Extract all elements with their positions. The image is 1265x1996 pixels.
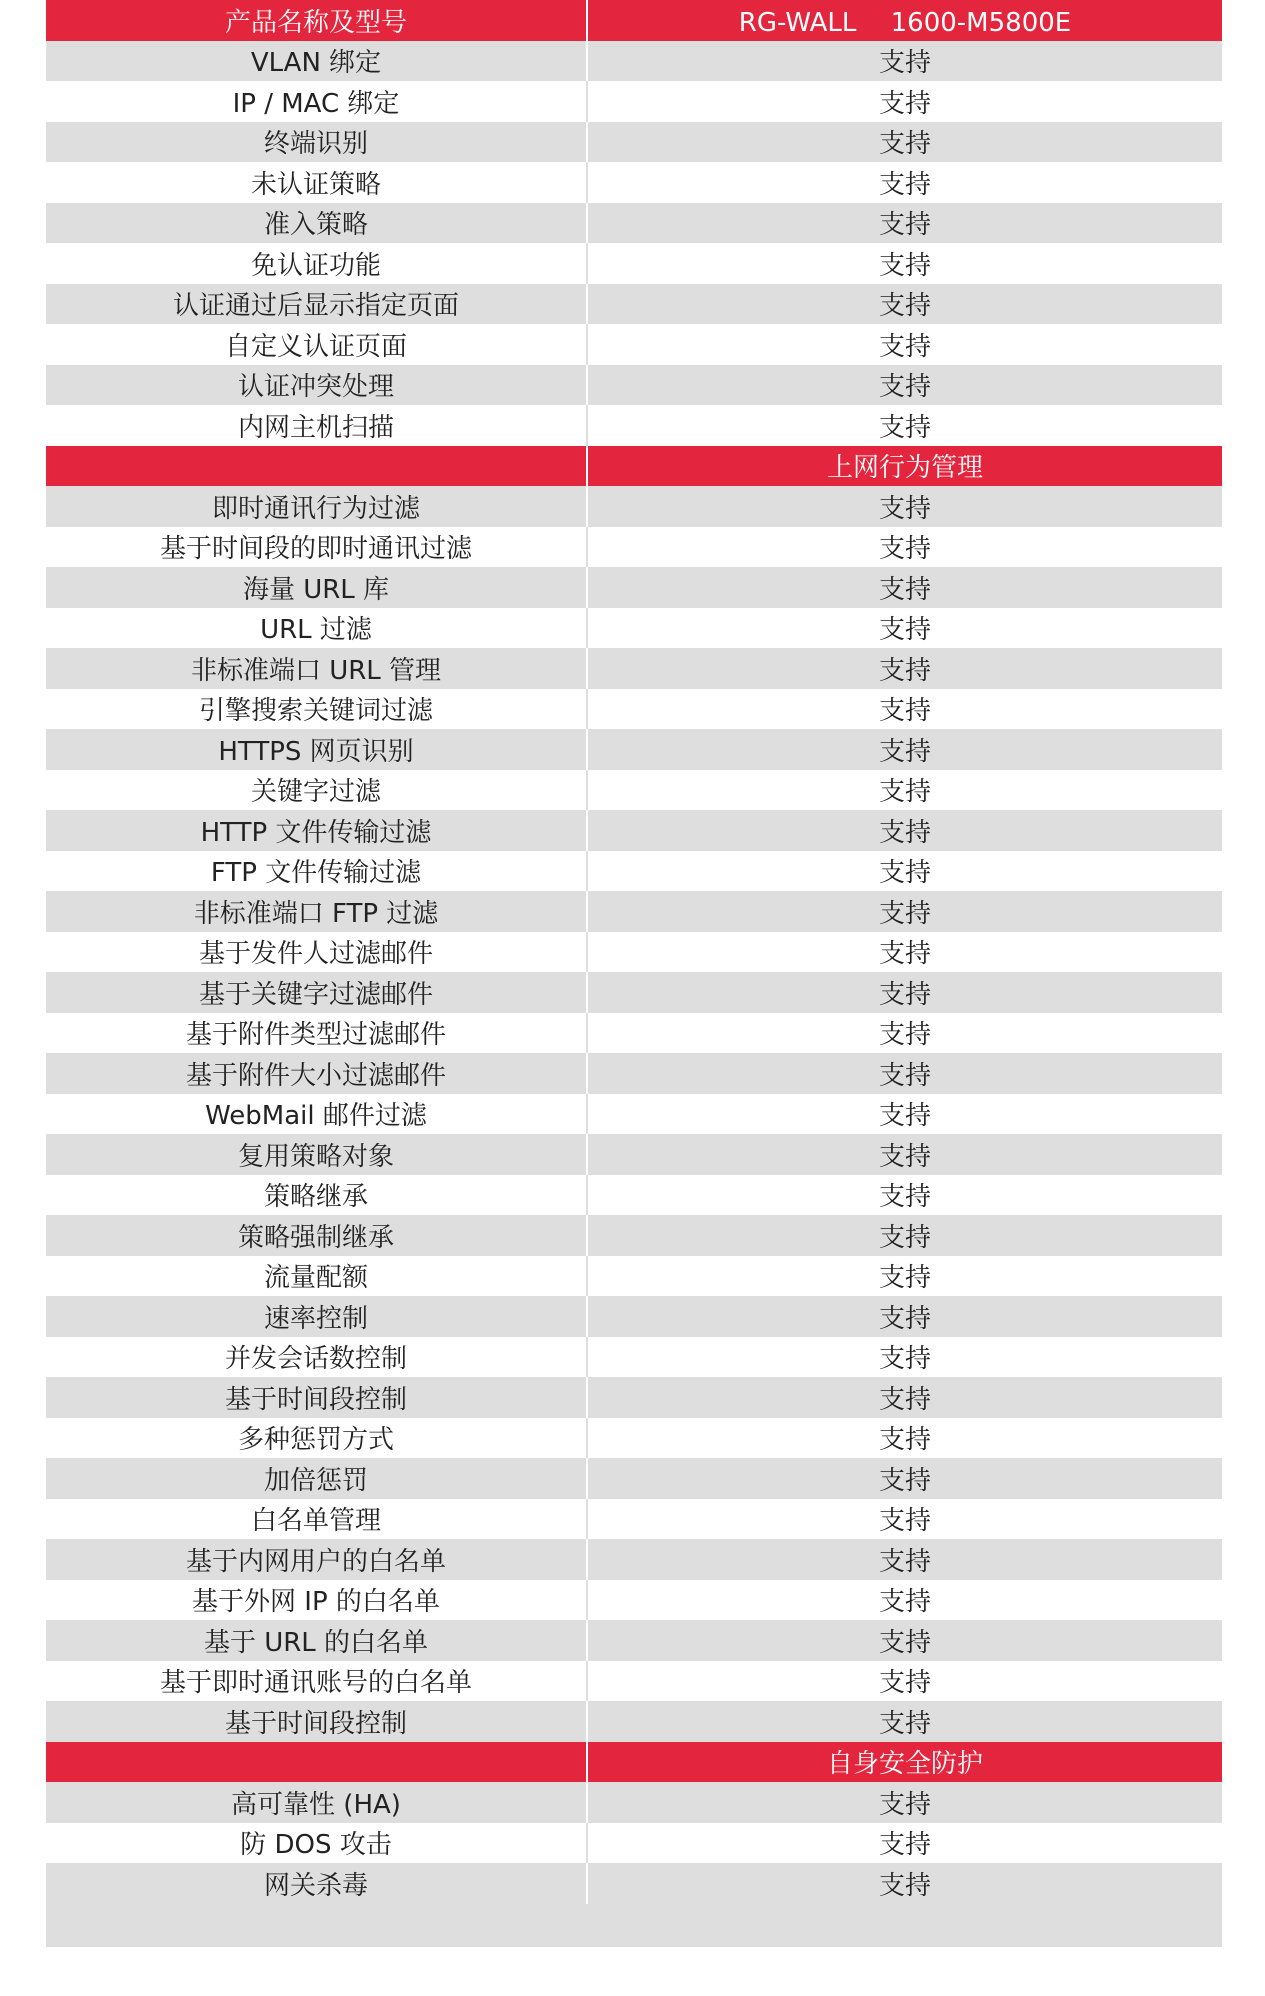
support-status: 支持 bbox=[878, 1101, 931, 1132]
feature-name: 即时通讯行为过滤 bbox=[46, 486, 588, 527]
feature-name: 复用策略对象 bbox=[46, 1134, 588, 1175]
support-status: 支持 bbox=[878, 48, 931, 79]
support-status: 支持 bbox=[878, 939, 931, 970]
feature-name: 防 DOS 攻击 bbox=[46, 1823, 588, 1864]
table-row bbox=[46, 284, 1222, 325]
feature-name: 准入策略 bbox=[46, 203, 588, 244]
table-row bbox=[46, 365, 1222, 406]
table-row bbox=[46, 932, 1222, 973]
feature-name: 基于时间段控制 bbox=[46, 1701, 588, 1742]
table-row bbox=[46, 729, 1222, 770]
feature-name: 基于时间段控制 bbox=[46, 1377, 588, 1418]
table-row bbox=[46, 1418, 1222, 1459]
table-row bbox=[46, 1256, 1222, 1297]
support-status: 支持 bbox=[878, 1141, 931, 1172]
support-status: 支持 bbox=[878, 1344, 931, 1375]
table-row bbox=[46, 851, 1222, 892]
feature-name: 速率控制 bbox=[46, 1296, 588, 1337]
support-status: 支持 bbox=[878, 1425, 931, 1456]
table-row bbox=[46, 1094, 1222, 1135]
support-status: 支持 bbox=[878, 1870, 931, 1901]
feature-name: 免认证功能 bbox=[46, 243, 588, 284]
support-status: 支持 bbox=[878, 1789, 931, 1820]
support-status: 支持 bbox=[878, 1708, 931, 1739]
table-row bbox=[46, 324, 1222, 365]
support-status: 支持 bbox=[878, 1506, 931, 1537]
table-row bbox=[46, 648, 1222, 689]
support-status: 支持 bbox=[878, 291, 931, 322]
support-status: 支持 bbox=[878, 1182, 931, 1213]
support-status: 支持 bbox=[878, 696, 931, 727]
table-row bbox=[46, 1215, 1222, 1256]
table-row bbox=[46, 567, 1222, 608]
feature-name: 基于发件人过滤邮件 bbox=[46, 932, 588, 973]
section-header-blank bbox=[46, 1742, 588, 1783]
table-row bbox=[46, 1134, 1222, 1175]
table-row bbox=[46, 81, 1222, 122]
support-status: 支持 bbox=[878, 898, 931, 929]
support-status: 支持 bbox=[878, 817, 931, 848]
table-row bbox=[46, 1701, 1222, 1742]
support-status: 支持 bbox=[878, 493, 931, 524]
table-row bbox=[46, 122, 1222, 163]
header-product-label: 产品名称及型号 bbox=[46, 0, 588, 41]
feature-name: 基于内网用户的白名单 bbox=[46, 1539, 588, 1580]
support-status: 支持 bbox=[878, 736, 931, 767]
support-status: 支持 bbox=[878, 777, 931, 808]
table-row bbox=[46, 1580, 1222, 1621]
feature-name: 非标准端口 FTP 过滤 bbox=[46, 891, 588, 932]
table-row bbox=[46, 608, 1222, 649]
table-row bbox=[46, 405, 1222, 446]
feature-name: 海量 URL 库 bbox=[46, 567, 588, 608]
support-status: 支持 bbox=[878, 412, 931, 443]
table-row bbox=[46, 1053, 1222, 1094]
support-status: 支持 bbox=[878, 1303, 931, 1334]
section-header-blank bbox=[46, 446, 588, 487]
table-row bbox=[46, 486, 1222, 527]
support-status: 支持 bbox=[878, 858, 931, 889]
support-status: 支持 bbox=[878, 615, 931, 646]
support-status: 支持 bbox=[878, 169, 931, 200]
feature-name: 基于外网 IP 的白名单 bbox=[46, 1580, 588, 1621]
table-body bbox=[46, 41, 1222, 1948]
table-row bbox=[46, 1782, 1222, 1823]
feature-name: 引擎搜索关键词过滤 bbox=[46, 689, 588, 730]
header-model-name: RG-WALL 1600-M5800E bbox=[738, 7, 1072, 38]
feature-name: 策略强制继承 bbox=[46, 1215, 588, 1256]
feature-name: 基于附件大小过滤邮件 bbox=[46, 1053, 588, 1094]
feature-name: 终端识别 bbox=[46, 122, 588, 163]
feature-name: FTP 文件传输过滤 bbox=[46, 851, 588, 892]
feature-name: 内网主机扫描 bbox=[46, 405, 588, 446]
feature-name: 多种惩罚方式 bbox=[46, 1418, 588, 1459]
table-row bbox=[46, 1013, 1222, 1054]
feature-name: WebMail 邮件过滤 bbox=[46, 1094, 588, 1135]
support-status: 支持 bbox=[878, 1546, 931, 1577]
support-status: 支持 bbox=[878, 1222, 931, 1253]
support-status: 支持 bbox=[878, 210, 931, 241]
section-header bbox=[46, 446, 1222, 487]
support-status: 支持 bbox=[878, 979, 931, 1010]
support-status: 支持 bbox=[878, 1668, 931, 1699]
feature-name: 网关杀毒 bbox=[46, 1863, 588, 1904]
feature-name: 白名单管理 bbox=[46, 1499, 588, 1540]
table-row bbox=[46, 41, 1222, 82]
table-row bbox=[46, 1499, 1222, 1540]
table-row bbox=[46, 1620, 1222, 1661]
feature-name: 认证通过后显示指定页面 bbox=[46, 284, 588, 325]
support-status: 支持 bbox=[878, 1263, 931, 1294]
table-row bbox=[46, 1175, 1222, 1216]
support-status: 支持 bbox=[878, 1020, 931, 1051]
table-row bbox=[46, 527, 1222, 568]
table-row bbox=[46, 770, 1222, 811]
table-row bbox=[46, 162, 1222, 203]
feature-name: 未认证策略 bbox=[46, 162, 588, 203]
table-row bbox=[46, 1823, 1222, 1864]
support-status: 支持 bbox=[878, 331, 931, 362]
section-header bbox=[46, 1742, 1222, 1783]
section-title: 上网行为管理 bbox=[826, 453, 983, 484]
support-status: 支持 bbox=[878, 574, 931, 605]
support-status: 支持 bbox=[878, 1587, 931, 1618]
feature-name: 关键字过滤 bbox=[46, 770, 588, 811]
table-row bbox=[46, 1296, 1222, 1337]
table-row bbox=[46, 1863, 1222, 1947]
support-status: 支持 bbox=[878, 534, 931, 565]
table-row bbox=[46, 243, 1222, 284]
feature-name: IP / MAC 绑定 bbox=[46, 81, 588, 122]
feature-name: 认证冲突处理 bbox=[46, 365, 588, 406]
table-row bbox=[46, 1377, 1222, 1418]
support-status: 支持 bbox=[878, 250, 931, 281]
feature-name: 基于关键字过滤邮件 bbox=[46, 972, 588, 1013]
support-status: 支持 bbox=[878, 372, 931, 403]
support-status: 支持 bbox=[878, 1384, 931, 1415]
support-status: 支持 bbox=[878, 1627, 931, 1658]
table-row bbox=[46, 1337, 1222, 1378]
feature-name: HTTPS 网页识别 bbox=[46, 729, 588, 770]
support-status: 支持 bbox=[878, 655, 931, 686]
support-status: 支持 bbox=[878, 88, 931, 119]
feature-name: 基于附件类型过滤邮件 bbox=[46, 1013, 588, 1054]
table-row bbox=[46, 1458, 1222, 1499]
table-row bbox=[46, 689, 1222, 730]
feature-name: 非标准端口 URL 管理 bbox=[46, 648, 588, 689]
section-title: 自身安全防护 bbox=[826, 1749, 983, 1780]
table-header bbox=[46, 0, 1222, 41]
support-status: 支持 bbox=[878, 1060, 931, 1091]
feature-name: 基于时间段的即时通讯过滤 bbox=[46, 527, 588, 568]
feature-name: 基于 URL 的白名单 bbox=[46, 1620, 588, 1661]
feature-name: 高可靠性 (HA) bbox=[46, 1782, 588, 1823]
table-row bbox=[46, 1661, 1222, 1702]
feature-name: 加倍惩罚 bbox=[46, 1458, 588, 1499]
table-row bbox=[46, 1539, 1222, 1580]
support-status: 支持 bbox=[878, 129, 931, 160]
feature-name: HTTP 文件传输过滤 bbox=[46, 810, 588, 851]
table-row bbox=[46, 972, 1222, 1013]
table-row bbox=[46, 810, 1222, 851]
feature-table bbox=[46, 0, 1222, 1947]
feature-name: URL 过滤 bbox=[46, 608, 588, 649]
feature-name: 流量配额 bbox=[46, 1256, 588, 1297]
feature-name: 并发会话数控制 bbox=[46, 1337, 588, 1378]
support-status: 支持 bbox=[878, 1830, 931, 1861]
feature-name: 自定义认证页面 bbox=[46, 324, 588, 365]
feature-name: VLAN 绑定 bbox=[46, 41, 588, 82]
support-status: 支持 bbox=[878, 1465, 931, 1496]
table-row bbox=[46, 891, 1222, 932]
table-row bbox=[46, 203, 1222, 244]
feature-name: 基于即时通讯账号的白名单 bbox=[46, 1661, 588, 1702]
feature-name: 策略继承 bbox=[46, 1175, 588, 1216]
